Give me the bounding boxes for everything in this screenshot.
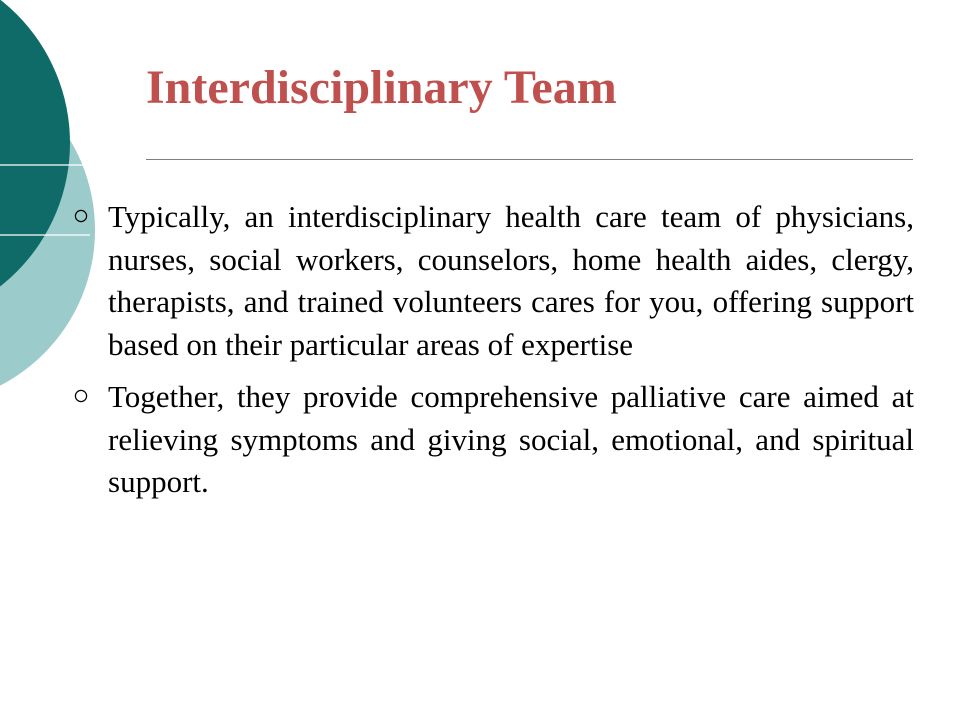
bullet-list bbox=[74, 196, 914, 514]
bullet-text: Together, they provide comprehensive palliative care aimed at relieving symptoms and giving social, emotional, and spiritual support. bbox=[108, 379, 914, 499]
hollow-circle-icon bbox=[74, 389, 88, 403]
bullet-item bbox=[74, 196, 914, 366]
bullet-item bbox=[74, 376, 914, 504]
bullet-text: Typically, an interdisciplinary health care team of physicians, nurses, social workers, counselors, home health aides, clergy, therapists, and trained volunteers cares for you, offering support based on their particular areas of expertise bbox=[108, 199, 914, 362]
slide-title: Interdisciplinary Team bbox=[146, 61, 617, 114]
hollow-circle-icon bbox=[74, 209, 88, 223]
title-underline bbox=[146, 159, 913, 160]
